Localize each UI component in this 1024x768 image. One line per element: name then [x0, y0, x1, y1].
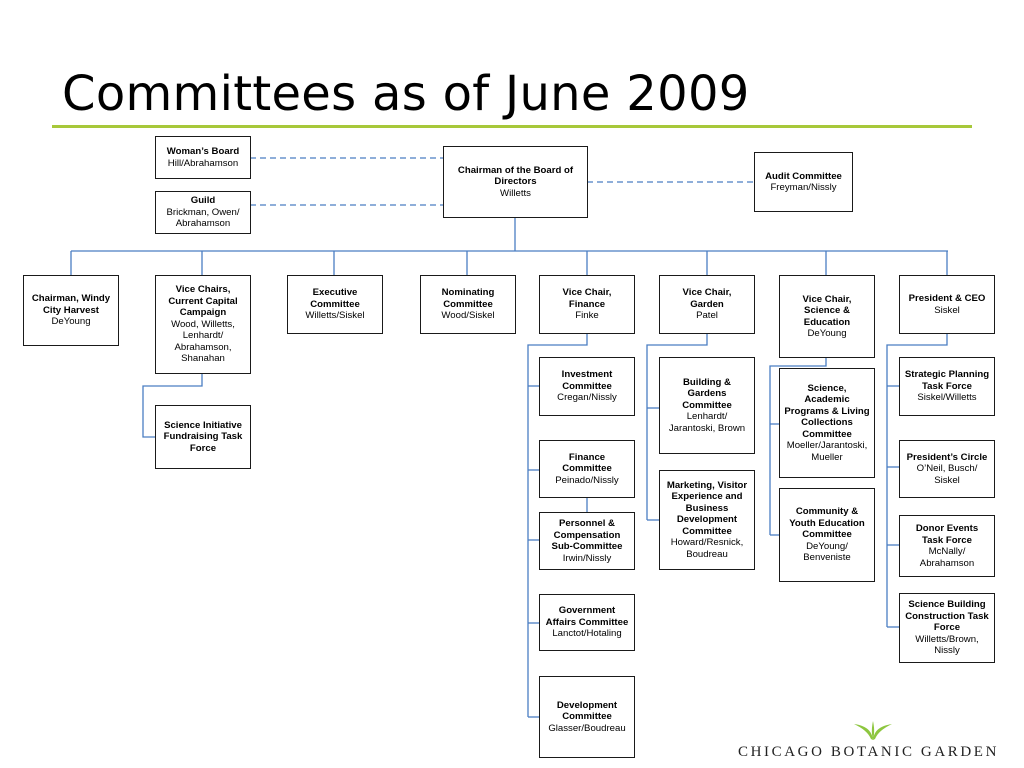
slide-title: Committees as of June 2009	[62, 66, 750, 122]
box-title: Audit Committee	[765, 170, 842, 182]
investment-committee-box	[539, 357, 635, 416]
development-committee-box	[539, 676, 635, 758]
box-people: Irwin/Nissly	[562, 552, 612, 564]
science-academic-box	[779, 368, 875, 478]
box-people: DeYoung/ Benveniste	[803, 540, 851, 564]
box-people: Siskel	[934, 304, 960, 316]
box-people: Brickman, Owen/ Abrahamson	[166, 206, 240, 230]
leaf-sprout-icon	[850, 718, 896, 742]
box-people: Lanctot/Hotaling	[552, 628, 622, 640]
box-title: Building & Gardens Committee	[682, 376, 732, 411]
box-title: President’s Circle	[906, 451, 988, 463]
box-title: Science Building Construction Task Force	[905, 599, 989, 634]
government-affairs-box	[539, 594, 635, 651]
community-youth-box	[779, 488, 875, 582]
box-people: Wood, Willetts, Lenhardt/ Abrahamson, Shanahan	[171, 318, 235, 365]
box-title: Woman’s Board	[166, 146, 240, 157]
box-title: Vice Chairs, Current Capital Campaign	[168, 284, 238, 319]
box-title: Guild	[190, 195, 216, 207]
vice-garden-box	[659, 275, 755, 334]
building-gardens-box	[659, 357, 755, 454]
box-people: DeYoung	[807, 328, 847, 339]
box-title: Community & Youth Education Committee	[789, 506, 865, 541]
executive-committee-box	[287, 275, 383, 334]
box-people: Freyman/Nissly	[770, 182, 837, 193]
chairman-board-box	[443, 146, 588, 218]
president-box	[899, 275, 995, 334]
box-people: DeYoung	[51, 316, 91, 328]
marketing-committee-box	[659, 470, 755, 570]
box-title: Investment Committee	[561, 369, 613, 392]
box-people: Willetts	[500, 187, 531, 199]
box-title: Marketing, Visitor Experience and Business Development Committee	[666, 479, 748, 537]
box-people: Glasser/Boudreau	[548, 722, 626, 734]
box-people: McNally/ Abrahamson	[919, 546, 975, 569]
vice-science-box	[779, 275, 875, 358]
box-people: Willetts/Siskel	[305, 310, 365, 322]
box-title: Government Affairs Committee	[545, 605, 629, 628]
box-people: O’Neil, Busch/ Siskel	[916, 463, 978, 486]
box-people: Wood/Siskel	[441, 310, 495, 322]
vice-finance-box	[539, 275, 635, 334]
box-title: Vice Chair, Science & Education	[802, 293, 852, 328]
box-people: Willetts/Brown, Nissly	[915, 633, 979, 657]
logo-text: CHICAGO BOTANIC GARDEN	[738, 744, 999, 760]
donor-events-box	[899, 515, 995, 577]
box-title: Donor Events Task Force	[915, 523, 979, 546]
guild-box	[155, 191, 251, 234]
box-title: Science Initiative Fundraising Task Force	[163, 419, 243, 454]
finance-committee-box	[539, 440, 635, 498]
box-title: Development Committee	[556, 699, 618, 723]
vice-capital-box	[155, 275, 251, 374]
box-title: Personnel & Compensation Sub-Committee	[551, 518, 623, 552]
box-title: Finance Committee	[562, 451, 612, 475]
box-people: Peinado/Nissly	[555, 474, 619, 486]
science-initiative-box	[155, 405, 251, 469]
box-people: Howard/Resnick, Boudreau	[670, 537, 744, 560]
box-people: Hill/Abrahamson	[167, 157, 239, 169]
box-people: Siskel/Willetts	[917, 392, 977, 404]
nominating-committee-box	[420, 275, 516, 334]
chairman-windy-box	[23, 275, 119, 346]
box-people: Moeller/Jarantoski, Mueller	[786, 440, 868, 463]
presidents-circle-box	[899, 440, 995, 498]
box-title: Executive Committee	[310, 287, 360, 310]
box-title: Chairman of the Board of Directors	[457, 164, 574, 188]
strategic-planning-box	[899, 357, 995, 416]
personnel-subcommittee-box	[539, 512, 635, 570]
womans-board-box	[155, 136, 251, 179]
box-people: Lenhardt/ Jarantoski, Brown	[668, 411, 746, 434]
box-title: Science, Academic Programs & Living Collections Committee	[784, 382, 870, 440]
box-people: Finke	[575, 310, 599, 322]
box-title: President & CEO	[908, 293, 986, 304]
box-title: Strategic Planning Task Force	[904, 369, 990, 392]
box-people: Patel	[696, 310, 718, 322]
box-title: Vice Chair, Finance	[562, 287, 612, 310]
box-title: Vice Chair, Garden	[682, 287, 732, 310]
box-title: Chairman, Windy City Harvest	[31, 293, 111, 316]
box-title: Nominating Committee	[441, 287, 495, 310]
box-people: Cregan/Nissly	[557, 392, 617, 404]
audit-committee-box	[754, 152, 853, 212]
science-building-box	[899, 593, 995, 663]
